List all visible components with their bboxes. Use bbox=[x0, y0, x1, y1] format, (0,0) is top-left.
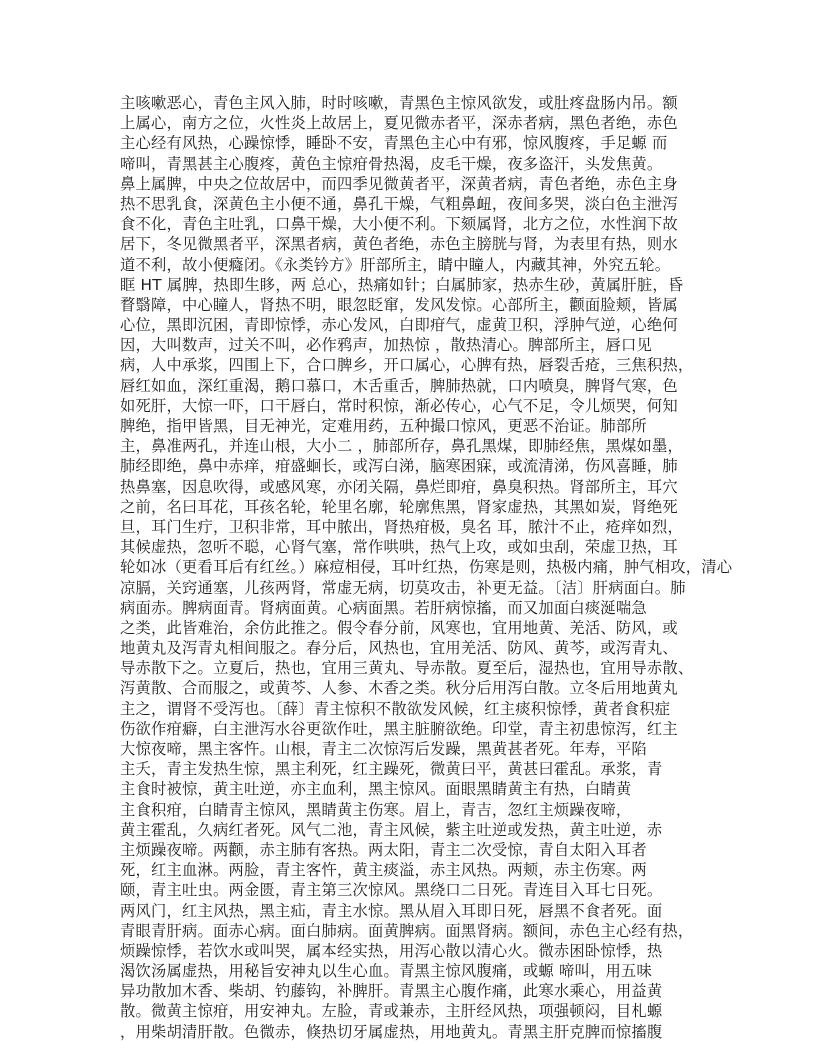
text-line: 脾绝，指甲皆黑，目无神光，定难用药，五种撮口惊风，更恶不治证。肺部所 bbox=[120, 417, 647, 435]
text-line: 凉膈，关窍通塞，儿孩两肾，常虚无病，切莫攻击，补更无益。〔洁〕肝病面白。肺 bbox=[120, 578, 686, 597]
text-line: 瞀翳障，中心瞳人，肾热不明，眼忽眨窜，发风发惊。心部所主，颧面脸颊，皆属 bbox=[120, 295, 678, 314]
text-line: 颐，青主吐虫。两金匮，青主第三次惊风。黑绕口二日死。青连目入耳七日死。 bbox=[120, 881, 663, 900]
text-line: 之类，此皆难治，余仿此推之。假令春分前，风寒也，宜用地黄、羌活、防风，或 bbox=[120, 618, 678, 637]
text-line: 主烦躁夜啼。两颧，赤主肺有客热。两太阳，青主二次受惊，青自太阳入耳者 bbox=[120, 840, 647, 859]
text-line: 之前，名曰耳花，耳孩名轮，轮里名廓，轮廓焦黑，肾家虚热，其黑如炭，肾绝死 bbox=[120, 497, 678, 516]
text-line: 道不利，故小便癃闭。《永类钤方》肝部所主，睛中瞳人，内藏其神，外究五轮。 bbox=[120, 255, 671, 274]
text-line: 热不思乳食，深黄色主小便不通，鼻孔干燥，气粗鼻衄，夜间多哭，淡白色主泄泻 bbox=[120, 194, 678, 213]
text-line: 散。微黄主惊疳，用安神丸。左脸，青或兼赤，主肝经风热，项强顿闷，目札螈 bbox=[120, 1002, 663, 1021]
text-line: 轮如冰（更看耳后有红丝。）麻痘相侵，耳叶红热，伤寒是则，热极内痛，肿气相攻，清心 bbox=[120, 558, 733, 577]
text-line: 死，红主血淋。两脸，青主客忤，黄主痰溢，赤主风热。两颊，赤主伤寒。两 bbox=[120, 861, 647, 880]
text-line: 心位，黑即沉困，青即惊悸，赤心发风，白即疳气，虚黄卫积，浮肿气逆，心绝何 bbox=[120, 316, 678, 335]
text-line: 旦，耳门生疔，卫积非常，耳中脓出，肾热疳极，臭名 耳，脓汁不止，疮痒如烈， bbox=[120, 517, 683, 536]
text-line: ，用柴胡清肝散。色微赤，倏热切牙属虚热，用地黄丸。青黑主肝克脾而惊搐腹 bbox=[120, 1022, 663, 1041]
text-line: 主，鼻准两孔，并连山根，大小二 ，肺部所存，鼻孔黑煤，即肺经焦，黑煤如墨， bbox=[120, 437, 683, 456]
text-line: 黄主霍乱，久病红者死。风气二池，青主风候，紫主吐逆或发热，黄主吐逆，赤 bbox=[120, 820, 663, 839]
text-line: 主之，谓肾不受泻也。〔薛〕青主惊积不散欲发风候，红主痰积惊悸，黄者食积症 bbox=[120, 699, 671, 718]
text-line: 主夭，青主发热生惊，黑主利死，红主躁死，微黄曰平，黄甚曰霍乱。承浆，青 bbox=[120, 760, 663, 779]
text-line: 食不化，青色主吐乳，口鼻干燥，大小便不利。下颏属肾，北方之位，水性润下故 bbox=[120, 215, 678, 234]
text-line: 上属心，南方之位，火性炎上故居上，夏见微赤者平，深赤者病，黑色者绝，赤色 bbox=[120, 114, 678, 133]
text-line: 主咳嗽恶心，青色主风入肺，时时咳嗽，青黑色主惊风欲发，或肚疼盘肠内吊。额 bbox=[120, 94, 678, 112]
text-line: 啼叫，青黑甚主心腹疼，黄色主惊疳骨热渴，皮毛干燥，夜多盗汗，头发焦黄。 bbox=[120, 154, 663, 173]
text-line: 导赤散下之。立夏后，热也，宜用三黄丸、导赤散。夏至后，湿热也，宜用导赤散、 bbox=[120, 659, 694, 678]
text-line: 两风门，红主风热，黑主疝，青主水惊。黑从眉入耳即日死，唇黑不食者死。面 bbox=[120, 901, 663, 920]
text-line: 主食积疳，白睛青主惊风，黑睛黄主伤寒。眉上，青吉，忽红主烦躁夜啼， bbox=[120, 800, 632, 819]
text-line: 烦躁惊悸，若饮水或叫哭，属本经实热，用泻心散以清心火。微赤困卧惊悸，热 bbox=[120, 941, 663, 960]
text-line: 居下，冬见微黑者平，深黑者病，黄色者绝，赤色主膀胱与肾，为表里有热，则水 bbox=[120, 235, 678, 254]
text-line: 泻黄散、合而服之，或黄芩、人参、木香之类。秋分后用泻白散。立冬后用地黄丸 bbox=[120, 679, 678, 698]
text-line: 病面赤。脾病面青。肾病面黄。心病面黑。若肝病惊搐，而又加面白痰涎喘急 bbox=[120, 598, 647, 617]
text-line: 肺经即绝，鼻中赤痒，疳盛蛔长，或泻白涕，脑寒困寐，或流清涕，伤风喜睡，肺 bbox=[120, 457, 678, 476]
text-line: 青眼青肝病。面赤心病。面白肺病。面黄脾病。面黑肾病。额间，赤色主心经有热， bbox=[120, 921, 694, 940]
text-line: 因，大叫数声，过关不叫，必作鸦声，加热惊 ，散热清心。脾部所主，唇口见 bbox=[120, 336, 652, 355]
text-line: 鼻上属脾，中央之位故居中，而四季见微黄者平，深黄者病，青色者绝，赤色主身 bbox=[120, 174, 678, 193]
text-line: 唇红如血，深红重渴，鹅口慕口，木舌重舌，脾肺热就，口内喷臭，脾肾气寒，色 bbox=[120, 376, 678, 395]
text-line: 地黄丸及泻青丸相间服之。春分后，风热也，宜用羌活、防风、黄芩，或泻青丸、 bbox=[120, 639, 678, 658]
text-line: 如死肝，大惊一吓，口干唇白，常时积惊，渐必传心，心气不足，令儿烦哭，何知 bbox=[120, 396, 678, 415]
text-line: 异功散加木香、柴胡、钓藤钩，补脾肝。青黑主心腹作痛，此寒水乘心，用益黄 bbox=[120, 982, 663, 1001]
text-line: 大惊夜啼，黑主客忤。山根，青主二次惊泻后发躁，黑黄甚者死。年寿，平陷 bbox=[120, 740, 647, 758]
text-line: 其候虚热，忽听不聪，心肾气塞，常作哄哄，热气上攻，或如虫刮，荣虚卫热，耳 bbox=[120, 538, 678, 557]
text-line: 病，人中承浆，四围上下，合口脾乡，开口属心，心脾有热，唇裂舌疮，三焦积热， bbox=[120, 356, 694, 375]
text-line: 热鼻塞，因息吹得，或感风寒，亦闭关隔，鼻烂即疳，鼻臭积热。肾部所主，耳穴 bbox=[120, 477, 678, 496]
text-line: 伤欲作疳癖，白主泄泻水谷更欲作吐，黑主脏腑欲绝。印堂，青主初患惊泻，红主 bbox=[120, 719, 678, 738]
text-line: 眶 HT 属脾，热即生眵，两 总心，热痛如针；白属肺家，热赤生砂，黄属肝脏，昏 bbox=[120, 275, 684, 294]
text-line: 主食时被惊，黄主吐逆，亦主血利，黑主惊风。面眼黑睛黄主有热，白睛黄 bbox=[120, 780, 632, 799]
text-line: 渴饮汤属虚热，用秘旨安神丸以生心血。青黑主惊风腹痛，或螈 啼叫，用五味 bbox=[120, 962, 652, 981]
body-text bbox=[120, 93, 733, 1042]
text-line: 主心经有风热，心躁惊悸，睡卧不安，青黑色主心中有邪，惊风腹疼，手足螈 而 bbox=[120, 134, 668, 153]
